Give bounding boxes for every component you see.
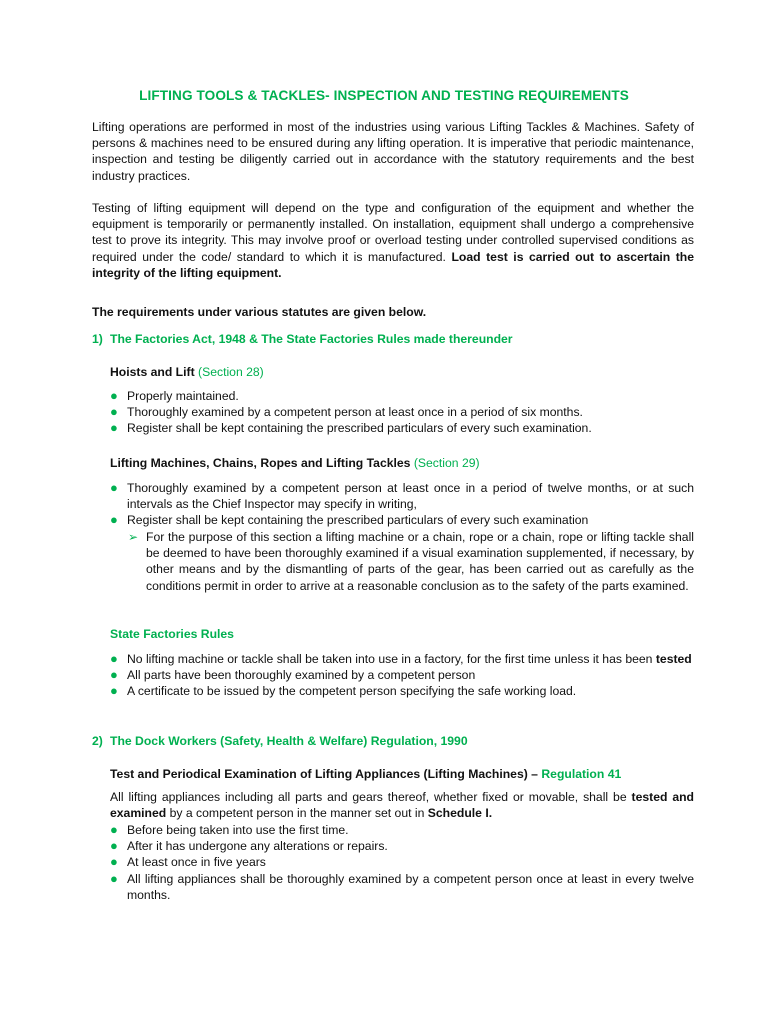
regulation-heading-text: Test and Periodical Examination of Lifting Appliances (Lifting Machines) – <box>110 767 538 781</box>
intro-paragraph-1: Lifting operations are performed in most of the industries using various Lifting Tackles & Machines. Safety of persons & machines need to be ensured during any lifting operation. It is imperative that periodic maintenance, inspection and testing be diligently carried out in accordance with the statutory requirements and the best industry practices. <box>92 120 694 183</box>
list-item: ● Thoroughly examined by a competent person at least once in a period of twelve months, or at such intervals as the Chief Inspector may specify in writing, <box>110 480 694 512</box>
bullet-icon: ● <box>110 870 118 886</box>
intro-paragraph-2 <box>92 200 694 281</box>
list-item: ● All lifting appliances shall be thoroughly examined by a competent person once at least in every twelve months. <box>110 870 694 902</box>
hoists-heading-text: Hoists and Lift <box>110 365 195 379</box>
machines-list <box>110 480 694 529</box>
bullet-icon: ● <box>110 480 118 495</box>
hoists-list <box>110 388 694 437</box>
section-1-title: The Factories Act, 1948 & The State Factories Rules made thereunder <box>110 332 513 346</box>
machines-heading-text: Lifting Machines, Chains, Ropes and Lifting Tackles <box>110 456 411 470</box>
page-title: LIFTING TOOLS & TACKLES- INSPECTION AND TESTING REQUIREMENTS <box>139 88 629 103</box>
list-item: ● Register shall be kept containing the prescribed particulars of every such examination <box>110 512 589 528</box>
hoists-heading <box>110 364 264 380</box>
statutes-intro: The requirements under various statutes are given below. <box>92 305 427 319</box>
list-item: ● All parts have been thoroughly examined by a competent person <box>110 667 476 683</box>
section-2-number: 2) <box>92 734 103 748</box>
bullet-icon: ● <box>110 822 118 837</box>
section-2-title: The Dock Workers (Safety, Health & Welfare) Regulation, 1990 <box>110 734 468 748</box>
state-rules-heading: State Factories Rules <box>110 627 234 641</box>
bullet-icon: ● <box>110 838 118 854</box>
list-item: ● Thoroughly examined by a competent person at least once in a period of six months. <box>110 404 583 420</box>
list-item: ● Register shall be kept containing the prescribed particulars of every such examination. <box>110 420 592 436</box>
hoists-section-ref: (Section 28) <box>198 365 264 379</box>
bullet-icon: ● <box>110 667 118 683</box>
regulation-list <box>110 822 694 903</box>
section-2-heading <box>92 733 468 749</box>
list-item: ● A certificate to be issued by the competent person specifying the safe working load. <box>110 683 577 699</box>
machines-sub-item: ➢ For the purpose of this section a lifting machine or a chain, rope or a chain, rope or lifting tackle shall be deemed to have been thoroughly examined if a visual examination supplemented, if necessary, by other means and by the dismantling of parts of the gear, has been carried out as carefully as the conditions permit in order to arrive at a reasonable conclusion as to the safety of the parts examined. <box>128 530 694 593</box>
bullet-icon: ● <box>110 404 118 420</box>
machines-heading <box>110 455 480 471</box>
regulation-ref: Regulation 41 <box>541 767 622 781</box>
bullet-icon: ● <box>110 388 118 403</box>
list-item: ● Before being taken into use the first time. <box>110 822 349 837</box>
section-1-heading <box>92 331 513 347</box>
bullet-icon: ● <box>110 683 118 699</box>
list-item: ● After it has undergone any alterations or repairs. <box>110 838 388 854</box>
bullet-icon: ● <box>110 651 118 666</box>
regulation-heading <box>110 766 621 782</box>
list-item: ● Properly maintained. <box>110 388 239 403</box>
section-1-number: 1) <box>92 332 103 346</box>
list-item: ● At least once in five years <box>110 854 266 870</box>
bullet-icon: ● <box>110 512 118 528</box>
machines-section-ref: (Section 29) <box>413 456 480 470</box>
bullet-icon: ● <box>110 854 118 870</box>
list-item: ● No lifting machine or tackle shall be taken into use in a factory, for the first time unless it has been tested <box>110 651 692 666</box>
regulation-paragraph: All lifting appliances including all parts and gears thereof, whether fixed or movable, shall be tested and examined by a competent person in the manner set out in Schedule I. <box>110 790 695 821</box>
intro-paragraph-2-bold: Load test is carried out to ascertain the integrity of the lifting equipment. <box>92 249 694 280</box>
arrow-bullet-icon: ➢ <box>128 530 139 544</box>
bullet-icon: ● <box>110 420 118 436</box>
intro-paragraph-2-text: Testing of lifting equipment will depend on the type and configuration of the equipment and whether the equipment is temporarily or permanently installed. On installation, equipment shall undergo a comprehensive test to prove its integrity. This may involve proof or overload testing under controlled supervised conditions as required under the code/ standard to which it is manufactured. <box>92 201 694 264</box>
state-rules-list <box>110 651 694 700</box>
